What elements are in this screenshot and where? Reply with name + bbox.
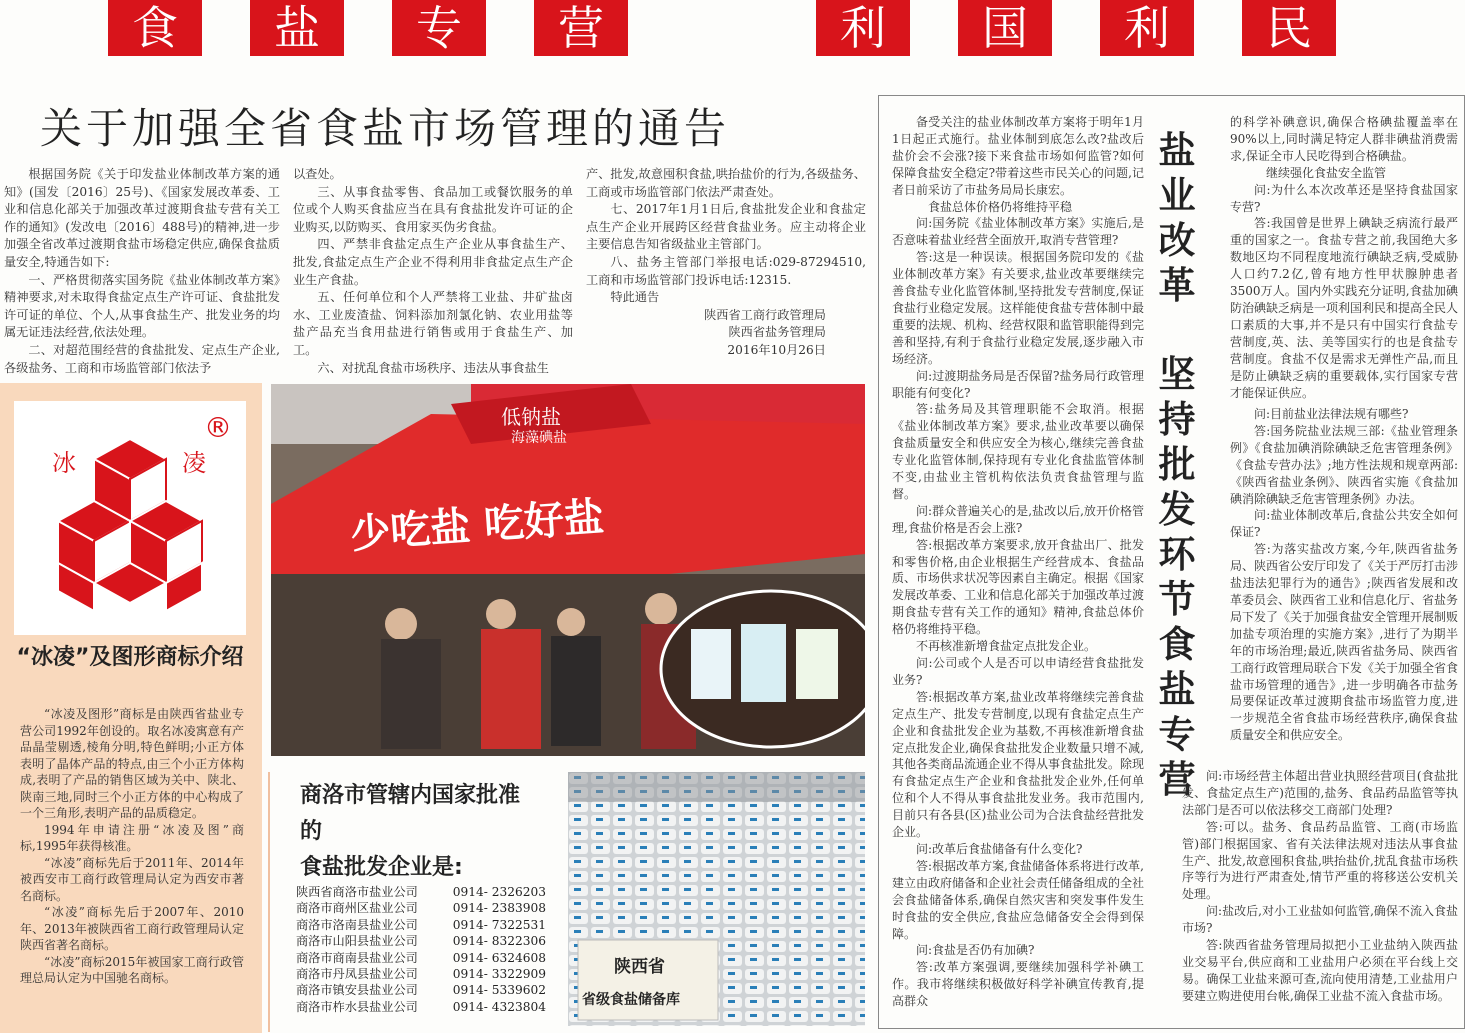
company-phone: 0914- 8322306 [452,934,546,949]
banner-char: 国 [958,0,1052,56]
notice-paragraph: 以查处。 [293,167,342,181]
reform-paragraph: 答:国务院盐业法规三部:《盐业管理条例》《食盐加碘消除碘缺乏危害管理条例》《食盐专营办法》;地方性法规和规章两部:《陕西省盐业条例》、陕西省实施《食盐加碘消除碘缺乏危害管理条例》办法。 [1230,423,1458,506]
notice-paragraph: 根据国务院《关于印发盐业体制改革方案的通知》(国发〔2016〕25号)、《国家发展改革委、工业和信息化部关于加强改革过渡期食盐专营有关工作的通知》(发改电〔2016〕488号)的精神,进一步加强全省改革过渡期食盐市场稳定供应,确保食盐质量安全,特通告如下: [4,167,280,269]
title-char: 业 [1158,174,1196,217]
title-gap [1152,308,1202,352]
company-phone: 0914- 7322531 [452,917,546,932]
bingling-logo-icon [14,401,246,635]
title-char: 革 [1158,264,1196,307]
reform-paragraph: 问:公司或个人是否可以申请经营食盐批发业务? [892,656,1144,687]
reform-paragraph: 答:陕西省盐务管理局拟把小工业盐纳入陕西盐业交易平台,供应商和工业盐用户必须在平台线上交易。确保工业盐来源可查,流向使用清楚,工业盐用户要建立购进使用台帐,确保工业盐不流入食盐市场。 [1182,938,1458,1003]
reform-paragraph: 答:根据改革方案,盐业改革将继续完善食盐定点生产、批发专营制度,以现有食盐定点生产企业和食盐批发企业为基数,不再核准新增食盐定点批发企业,确保食盐批发企业数量只增不减,其他各类商品流通企业不得从事食盐批发。除现有食盐定点生产企业和食盐批发企业外,任何单位和个人不得从事食盐批发业务。我市范围内,目前只有各县(区)盐业公司为合法食盐经营批发企业。 [892,689,1144,840]
notice-paragraph: 特此通告 [610,290,660,305]
notice-paragraph: 三、从事食盐零售、食品加工或餐饮服务的单位或个人购买食盐应当在具有食盐批发许可证的企业购买,以防购买、食用家买伪劣食盐。 [293,184,573,234]
title-char: 坚 [1158,353,1196,396]
title-char: 发 [1158,488,1196,531]
logo-char-left: 冰 [52,449,76,477]
reform-paragraph: 问:过渡期盐务局是否保留?盐务局行政管理职能有何变化? [892,368,1144,400]
notice-paragraph: 八、盐务主管部门举报电话:029-87294510,工商和市场监管部门投诉电话:12315. [586,254,866,287]
trademark-paragraph: “冰凌”商标先后于2011年、2014年被西安市工商行政管理局认定为西安市著名商标。 [20,855,244,903]
company-row [296,900,546,916]
wholesale-title [300,778,540,886]
company-row [296,933,546,949]
company-phone: 0914- 5339602 [452,983,546,998]
warehouse-sign-line2: 省级食盐储备库 [582,992,680,1008]
title-char: 盐 [1158,129,1196,172]
trademark-paragraph: “冰凌及图形”商标是由陕西省盐业专营公司1992年创设的。取名冰凌寓意有产品晶莹剔透,棱角分明,特色鲜明;小正方体表明了晶体产品的特点,由三个小正方体构成,表明了产品的销售区域为关中、陕北、陕南三地,同时三个小正方体的中心构成了一个三角形,表明产品的品质稳定。 [20,707,244,820]
reform-paragraph: 问:盐业体制改革后,食盐公共安全如何保证? [1230,508,1458,540]
company-name: 商洛市商州区盐业公司 [296,901,418,916]
company-row [296,982,546,998]
reform-paragraph: 答:为落实盐改方案,今年,陕西省盐务局、陕西省公安厅印发了《关于严厉打击涉盐违法犯罪行为的通告》;陕西省发展和改革委员会、陕西省工业和信息化厅、省盐务局下发了《关于加强食盐安全管理开展制贩加盐专项治理的实施方案》,进行了为期半年的市场治理;最近,陕西省盐务局、陕西省工商行政管理局联合下发《关于加强全省食盐市场管理的通告》,进一步明确各市盐务局要保证改革过渡期食盐市场监管力度,进一步规范全省食盐市场经营秩序,确保食盐质量安全和供应安全。 [1230,542,1458,743]
banner-char: 利 [1100,0,1194,56]
event-photo-image [271,384,865,756]
notice-paragraph: 四、严禁非食盐定点生产企业从事食盐生产、批发,食盐定点生产企业不得利用非食盐定点生产企业生产食盐。 [293,237,573,287]
title-char: 改 [1158,219,1196,262]
reform-paragraph: 答:盐务局及其管理职能不会取消。根据《盐业体制改革方案》要求,盐业改革要以确保食盐质量安全和供应安全为核心,继续完善食盐专业化监管体制,保持现有专业化食盐监管体制不变,由盐业主管机构依法负责食盐管理与监督。 [892,402,1144,501]
notice-paragraph: 一、严格贯彻落实国务院《盐业体制改革方案》精神要求,对未取得食盐定点生产许可证、食盐批发许可证的单位、个人,从事食盐生产、批发业务的均属无证违法经营,依法处理。 [4,272,280,340]
wholesale-title-line: 商洛市管辖内国家批准的 [300,783,521,844]
banner-char: 食 [108,0,202,56]
company-phone: 0914- 6324608 [452,950,546,965]
warehouse-photo [568,772,865,1026]
title-char: 盐 [1158,668,1196,711]
registered-mark: ® [204,411,232,444]
company-row [296,966,546,982]
company-phone: 0914- 4323804 [452,999,546,1014]
banner-char: 利 [816,0,910,56]
reform-paragraph: 的科学补碘意识,确保合格碘盐覆盖率在90%以上,同时满足特定人群非碘盐消费需求,保证全市人民吃得到合格碘盐。 [1230,115,1458,163]
reform-paragraph: 答:我国曾是世界上碘缺乏病流行最严重的国家之一。食盐专营之前,我国绝大多数地区均不同程度地流行碘缺乏病,受威胁人口约7.2亿,曾有地方性甲状腺肿患者3500万人。国内外实践充分证明,食盐加碘防治碘缺乏病是一项利国利民和提高全民人口素质的大事,并不是只有中国实行食盐专营制度,英、法、美等国实行的也是食盐专营制度。食盐不仅是需求无弹性产品,而且是防止碘缺乏病的重要载体,实行国家专营才能保证供应。 [1230,216,1458,400]
trademark-paragraph: “冰凌”商标先后于2007年、2010年、2013年被陕西省工商行政管理局认定陕西省著名商标。 [20,905,244,952]
title-char: 专 [1158,713,1196,756]
notice-headline: 关于加强全省食盐市场管理的通告 [40,104,731,153]
company-name: 商洛市柞水县盐业公司 [296,999,418,1014]
reform-paragraph: 问:改革后食盐储备有什么变化? [916,841,1083,856]
reform-column-3-wide [1182,768,1458,1026]
wholesale-title-line: 食盐批发企业是: [300,855,463,880]
notice-paragraph: 五、任何单位和个人严禁将工业盐、井矿盐卤水、工业废渣盐、饲料添加剂氯化钠、农业用盐等盐产品充当食用盐进行销售或用于食盐生产、加工。 [293,290,573,357]
signature-line: 2016年10月26日 [727,342,826,357]
tent-slogan: 少吃盐 吃好盐 [348,494,606,558]
banner-char: 盐 [250,0,344,56]
trademark-title: “冰凌”及图形商标介绍 [16,645,244,670]
company-name: 商洛市洛南县盐业公司 [296,917,418,932]
company-row [296,950,546,966]
company-row [296,884,546,900]
company-name: 商洛市丹凤县盐业公司 [296,967,418,982]
company-name: 陕西省商洛市盐业公司 [296,885,418,899]
reform-paragraph: 问:为什么本次改革还是坚持食盐国家专营? [1230,182,1458,214]
banner-low-sodium: 低钠盐 [501,405,561,429]
company-name: 商洛市山阳县盐业公司 [296,934,418,949]
company-row [296,999,546,1015]
company-name: 商洛市镇安县盐业公司 [296,983,418,998]
banner-seaweed-salt: 海藻碘盐 [511,430,567,446]
reform-subhead: 继续强化食盐安全监管 [1266,165,1387,180]
reform-column-2 [1230,114,1458,418]
company-row [296,917,546,933]
trademark-description [20,706,244,987]
notice-paragraph: 产、批发,故意囤积食盐,哄抬盐价的行为,各级盐务、工商或市场监管部门依法严肃查处。 [586,167,866,199]
title-char: 持 [1158,398,1196,441]
notice-column-1 [4,166,280,374]
warehouse-photo-image [568,772,865,1026]
signature-block [586,307,866,360]
reform-column-1 [892,114,1144,1026]
logo-char-right: 凌 [182,449,206,477]
reform-paragraph: 答:改革方案强调,要继续加强科学补碘工作。我市将继续积极做好科学补碘宣传教育,提高群众 [892,960,1144,1009]
reform-paragraph: 备受关注的盐业体制改革方案将于明年1月1日起正式施行。盐业体制到底怎么改?盐改后盐价会不会涨?接下来食盐市场如何监管?如何保障食盐安全稳定?带着这些市民关心的问题,记者日前采访了市盐务局局长康宏。 [892,115,1144,197]
company-phone: 0914- 2383908 [452,901,546,916]
trademark-logo-box [14,401,246,635]
reform-paragraph: 问:食盐是否仍有加碘? [916,943,1035,958]
reform-paragraph: 问:目前盐业法律法规有哪些? [1254,407,1409,421]
reform-subhead: 不再核准新增食盐定点批发企业。 [916,639,1097,654]
notice-paragraph: 七、2017年1月1日后,食盐批发企业和食盐定点生产企业开展跨区经营食盐业务。应主动将企业主要信息告知省级盐业主管部门。 [586,202,866,252]
notice-paragraph: 六、对扰乱食盐市场秩序、违法从事食盐生 [317,360,549,374]
reform-paragraph: 答:可以。盐务、食品药品监管、工商(市场监管)部门根据国家、省有关法律法规对违法从事食盐生产、批发,故意囤积食盐,哄抬盐价,扰乱食盐市场秩序等行为进行严肃查处,情节严重的将移送公安机关处理。 [1182,819,1458,902]
trademark-paragraph: 1994年申请注册“冰凌及图”商标,1995年获得核准。 [20,822,244,853]
reform-paragraph: 答:根据改革方案要求,放开食盐出厂、批发和零售价格,由企业根据生产经营成本、食盐品质、市场供求状况等因素自主确定。根据《国家发展改革委、工业和信息化部关于加强改革过渡期食盐专营有关工作的通知》精神,食盐总体价格仍将维持平稳。 [892,537,1144,637]
wholesale-company-list [296,884,546,1015]
title-char: 批 [1158,443,1196,486]
banner-char: 营 [534,0,628,56]
reform-paragraph: 问:市场经营主体超出营业执照经营项目(食盐批发、食盐定点生产)范围的,盐务、食品药品监管等执法部门是否可以依法移交工商部门处理? [1182,769,1458,817]
top-banner [0,0,1465,62]
reform-paragraph: 答:这是一种误读。根据国务院印发的《盐业体制改革方案》有关要求,盐业改革要继续完善食盐专业化监管体制,坚持批发专营制度,保证食盐行业稳定发展。这样能使食盐专营体制中最重要的法规、机构、经营权限和监管职能得到完善和坚持,有利于食盐行业稳定发展,逐步融入市场经济。 [892,250,1144,366]
notice-paragraph: 二、对超范围经营的食盐批发、定点生产企业,各级盐务、工商和市场监管部门依法予 [4,342,280,374]
reform-paragraph: 问:盐改后,对小工业盐如何监管,确保不流入食盐市场? [1182,904,1458,936]
warehouse-sign-line1: 陕西省 [614,957,665,977]
reform-vertical-title [1152,128,1202,802]
signature-line: 陕西省盐务管理局 [728,325,826,340]
reform-column-2-continued [1230,406,1458,766]
reform-paragraph: 答:根据改革方案,食盐储备体系将进行改革,建立由政府储备和企业社会责任储备组成的全社会食盐储备体系,确保自然灾害和突发事件发生时食盐的安全供应,食盐应急储备安全会得到保障。 [892,858,1144,941]
signature-line: 陕西省工商行政管理局 [704,307,826,322]
title-char: 营 [1158,758,1196,801]
event-photo [271,384,865,756]
banner-char: 民 [1242,0,1336,56]
trademark-paragraph: “冰凌”商标2015年被国家工商行政管理总局认定为中国驰名商标。 [20,954,244,985]
company-name: 商洛市商南县盐业公司 [296,950,418,965]
reform-paragraph: 问:群众普遍关心的是,盐改以后,放开价格管理,食盐价格是否会上涨? [892,503,1144,535]
notice-column-2 [293,166,573,374]
notice-column-3 [586,166,866,374]
reform-subhead: 食盐总体价格仍将维持平稳 [928,199,1073,214]
title-char: 环 [1158,533,1196,576]
company-phone: 0914- 2326203 [452,885,546,899]
title-char: 节 [1158,578,1196,621]
title-char: 食 [1158,623,1196,666]
company-phone: 0914- 3322909 [452,967,546,982]
banner-char: 专 [392,0,486,56]
reform-paragraph: 问:国务院《盐业体制改革方案》实施后,是否意味着盐业经营全面放开,取消专营管理? [892,216,1144,248]
